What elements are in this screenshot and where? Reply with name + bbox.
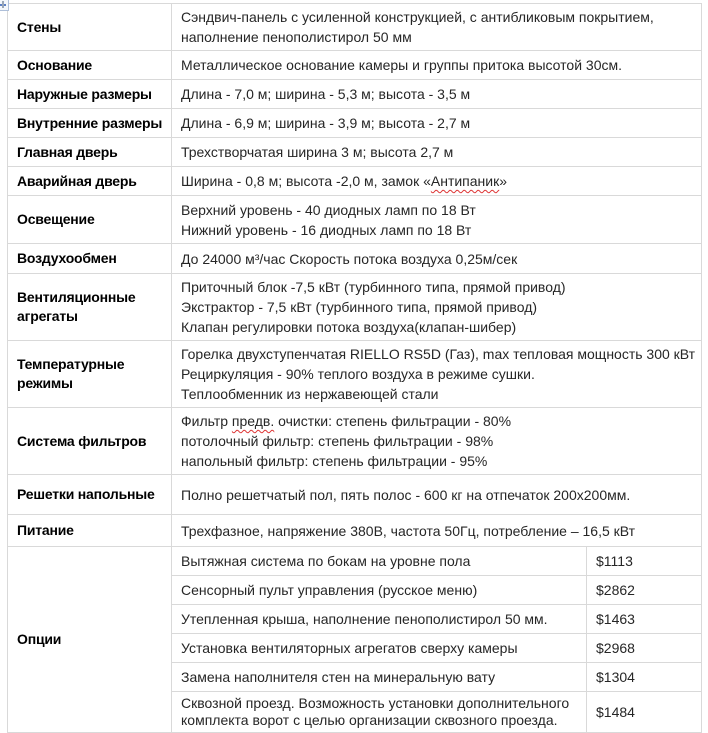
table-row <box>8 341 702 408</box>
value-line: Вытяжная система по бокам на уровне пола <box>181 553 471 569</box>
option-price: $1463 <box>587 605 702 634</box>
spec-value <box>172 138 702 167</box>
option-text <box>172 663 587 692</box>
table-row <box>8 244 702 274</box>
spec-value <box>172 515 702 547</box>
value-line: Горелка двухступенчатая RIELLO RS5D (Газ), max тепловая мощность 300 кВт <box>181 346 696 362</box>
value-line: Сквозной проезд. Возможность установки дополнительного <box>181 695 570 711</box>
value-line: потолочный фильтр: степень фильтрации - 98% <box>181 433 494 449</box>
spec-value <box>172 408 702 475</box>
value-line: Замена наполнителя стен на минеральную вату <box>181 669 496 685</box>
value-line: Утепленная крыша, наполнение пенополистирол 50 мм. <box>181 611 548 627</box>
value-line: До 24000 м³/час Скорость потока воздуха 0,25м/сек <box>181 250 518 267</box>
spec-label: Освещение <box>8 196 172 244</box>
value-line: Сэндвич-панель с усиленной конструкцией, с антибликовым покрытием, <box>181 9 654 25</box>
spec-label: Решетки напольные <box>8 475 172 515</box>
spec-value <box>172 51 702 80</box>
value-line: Верхний уровень - 40 диодных ламп по 18 Вт <box>181 201 476 218</box>
handle-bar-vertical <box>2 1 4 8</box>
value-line: комплекта ворот с целью организации сквозного проезда. <box>181 712 558 728</box>
table-row <box>8 408 702 475</box>
spec-value <box>172 80 702 109</box>
option-price: $2968 <box>587 634 702 663</box>
value-line: Теплообменник из нержавеющей стали <box>181 386 439 402</box>
option-text <box>172 576 587 605</box>
value-line: Длина - 6,9 м; ширина - 3,9 м; высота - 2,7 м <box>181 115 471 131</box>
spec-label: Питание <box>8 515 172 547</box>
option-price: $1113 <box>587 547 702 576</box>
value-line: Фильтр предв. очистки: степень фильтрации - 80% <box>181 413 512 429</box>
value-line: напольный фильтр: степень фильтрации - 95% <box>181 453 488 469</box>
spec-label: Наружные размеры <box>8 80 172 109</box>
option-text <box>172 634 587 663</box>
table-move-handle-icon[interactable] <box>0 0 9 11</box>
table-row <box>8 4 702 51</box>
spec-label: Температурные режимы <box>8 341 172 408</box>
value-line: Ширина - 0,8 м; высота -2,0 м, замок «Антипаник» <box>181 173 508 189</box>
value-line: Полно решетчатый пол, пять полос - 600 кг на отпечаток 200х200мм. <box>181 486 631 503</box>
misspelled-word: Антипаник <box>430 173 500 189</box>
spec-label: Воздухообмен <box>8 244 172 274</box>
spec-label: Стены <box>8 4 172 51</box>
table-row <box>8 274 702 341</box>
spec-value <box>172 274 702 341</box>
value-line: Приточный блок -7,5 кВт (турбинного типа, прямой привод) <box>181 279 566 295</box>
value-line: Клапан регулировки потока воздуха(клапан-шибер) <box>181 319 517 335</box>
value-line: Установка вентиляторных агрегатов сверху камеры <box>181 640 518 656</box>
value-line: Экстрактор - 7,5 кВт (турбинного типа, прямой привод) <box>181 299 538 315</box>
table-row <box>8 138 702 167</box>
table-row <box>8 80 702 109</box>
option-price: $2862 <box>587 576 702 605</box>
value-line: Длина - 7,0 м; ширина - 5,3 м; высота - 3,5 м <box>181 86 471 102</box>
value-line: Трехстворчатая ширина 3 м; высота 2,7 м <box>181 144 454 160</box>
spec-label: Главная дверь <box>8 138 172 167</box>
spec-value <box>172 244 702 274</box>
spec-label: Аварийная дверь <box>8 167 172 196</box>
option-text <box>172 692 587 733</box>
value-line: Трехфазное, напряжение 380В, частота 50Гц, потребление – 16,5 кВт <box>181 522 636 539</box>
spec-value <box>172 475 702 515</box>
spec-table-body <box>8 4 702 733</box>
table-row <box>8 51 702 80</box>
spec-value <box>172 109 702 138</box>
value-line: Металлическое основание камеры и группы притока высотой 30см. <box>181 57 622 73</box>
value-line: Сенсорный пульт управления (русское меню) <box>181 582 478 598</box>
spec-label: Вентиляционные агрегаты <box>8 274 172 341</box>
option-row <box>8 547 702 576</box>
spec-value <box>172 341 702 408</box>
value-line: Рециркуляция - 90% теплого воздуха в режиме сушки. <box>181 366 535 382</box>
options-label: Опции <box>8 547 172 733</box>
spec-value <box>172 196 702 244</box>
option-price: $1484 <box>587 692 702 733</box>
value-line: Нижний уровень - 16 диодных ламп по 18 Вт <box>181 221 472 238</box>
option-text <box>172 605 587 634</box>
table-row <box>8 515 702 547</box>
spec-value <box>172 167 702 196</box>
option-price: $1304 <box>587 663 702 692</box>
spec-label: Внутренние размеры <box>8 109 172 138</box>
table-row <box>8 475 702 515</box>
spec-label: Система фильтров <box>8 408 172 475</box>
value-line: наполнение пенополистирол 50 мм <box>181 29 412 45</box>
spec-value <box>172 4 702 51</box>
option-text <box>172 547 587 576</box>
table-row <box>8 109 702 138</box>
table-row <box>8 167 702 196</box>
spec-label: Основание <box>8 51 172 80</box>
misspelled-word: предв. <box>231 413 275 429</box>
spec-table <box>7 3 702 733</box>
table-row <box>8 196 702 244</box>
document-page <box>0 3 708 733</box>
